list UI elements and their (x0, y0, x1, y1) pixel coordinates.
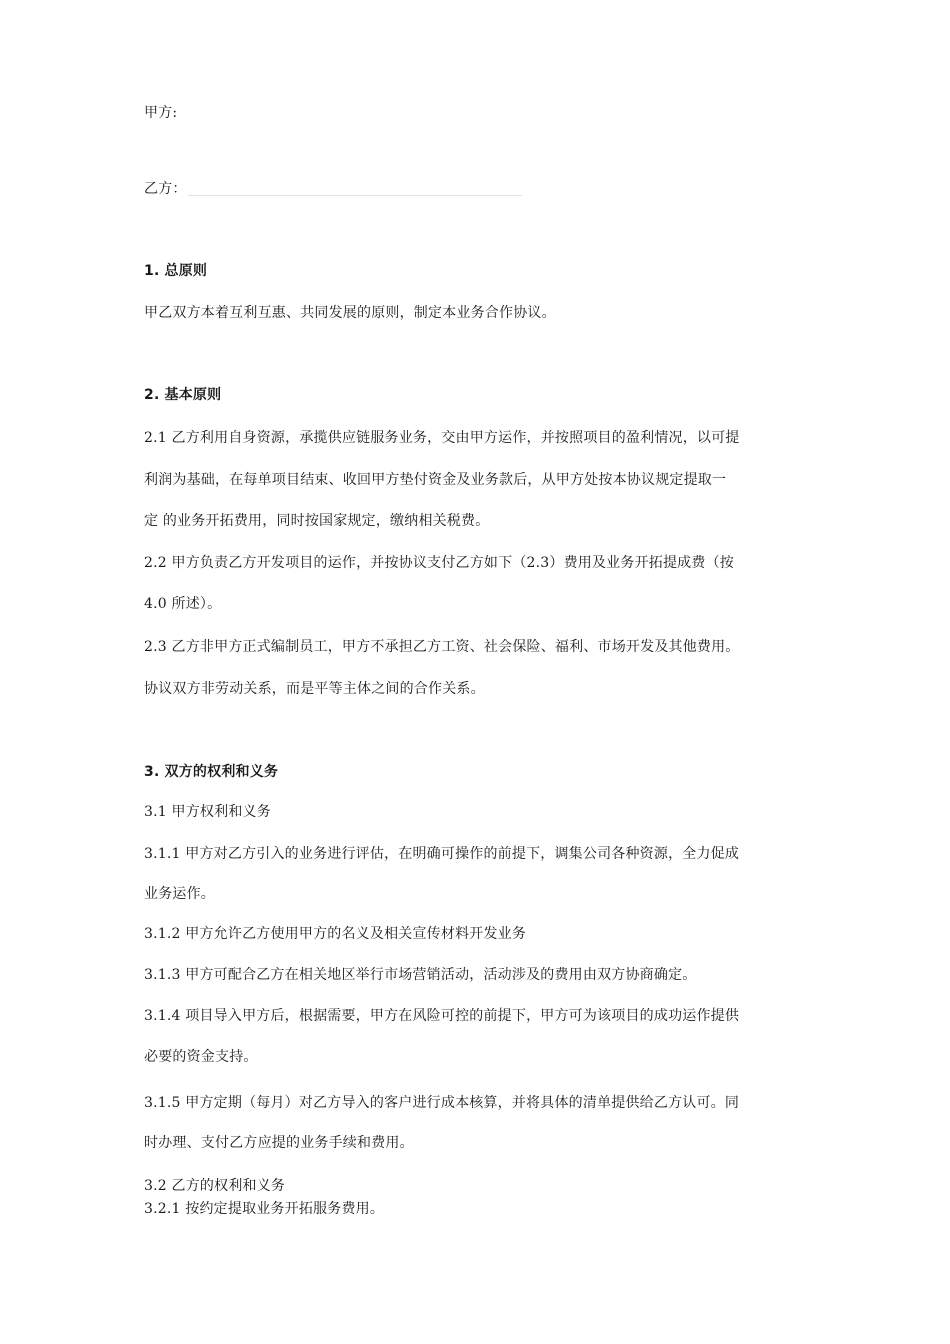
clause-3-2: 3.2 乙方的权利和义务 (144, 1178, 286, 1194)
clause-3-1-1-line-1: 3.1.1 甲方对乙方引入的业务进行评估，在明确可操作的前提下，调集公司各种资源，全力促成 (144, 846, 740, 862)
party-b-label: 乙方： (144, 181, 187, 197)
clause-3-1-4-line-1: 3.1.4 项目导入甲方后，根据需要，甲方在风险可控的前提下，甲方可为该项目的成功运作提供 (144, 1008, 740, 1024)
clause-3-1-1-line-2: 业务运作。 (144, 886, 215, 902)
clause-2-1-line-2: 利润为基础，在每单项目结束、收回甲方垫付资金及业务款后，从甲方处按本协议规定提取一 (144, 472, 727, 488)
clause-3-1-3: 3.1.3 甲方可配合乙方在相关地区举行市场营销活动，活动涉及的费用由双方协商确定。 (144, 967, 697, 983)
section-3-heading: 3. 双方的权利和义务 (144, 764, 279, 780)
clause-2-2-line-1: 2.2 甲方负责乙方开发项目的运作，并按协议支付乙方如下（2.3）费用及业务开拓提成费（按 (144, 555, 734, 571)
party-b-blank-line (188, 195, 522, 196)
clause-3-1-5-line-1: 3.1.5 甲方定期（每月）对乙方导入的客户进行成本核算，并将具体的清单提供给乙方认可。同 (144, 1095, 740, 1111)
section-1-paragraph: 甲乙双方本着互利互惠、共同发展的原则，制定本业务合作协议。 (144, 305, 556, 321)
clause-2-3-line-1: 2.3 乙方非甲方正式编制员工，甲方不承担乙方工资、社会保险、福利、市场开发及其他费用。 (144, 639, 740, 655)
clause-3-1-2: 3.1.2 甲方允许乙方使用甲方的名义及相关宣传材料开发业务 (144, 926, 527, 942)
clause-3-1-4-line-2: 必要的资金支持。 (144, 1049, 258, 1065)
section-2-heading: 2. 基本原则 (144, 387, 222, 403)
clause-2-2-line-2: 4.0 所述）。 (144, 596, 222, 612)
clause-3-2-1: 3.2.1 按约定提取业务开拓服务费用。 (144, 1201, 385, 1217)
party-a-label: 甲方: (144, 105, 178, 121)
clause-3-1-5-line-2: 时办理、支付乙方应提的业务手续和费用。 (144, 1135, 414, 1151)
clause-2-3-line-2: 协议双方非劳动关系，而是平等主体之间的合作关系。 (144, 681, 485, 697)
clause-2-1-line-1: 2.1 乙方利用自身资源，承揽供应链服务业务，交由甲方运作，并按照项目的盈利情况，以可提 (144, 430, 740, 446)
section-1-heading: 1. 总原则 (144, 263, 208, 279)
clause-2-1-line-3: 定 的业务开拓费用，同时按国家规定，缴纳相关税费。 (144, 513, 490, 529)
clause-3-1: 3.1 甲方权利和义务 (144, 804, 271, 820)
